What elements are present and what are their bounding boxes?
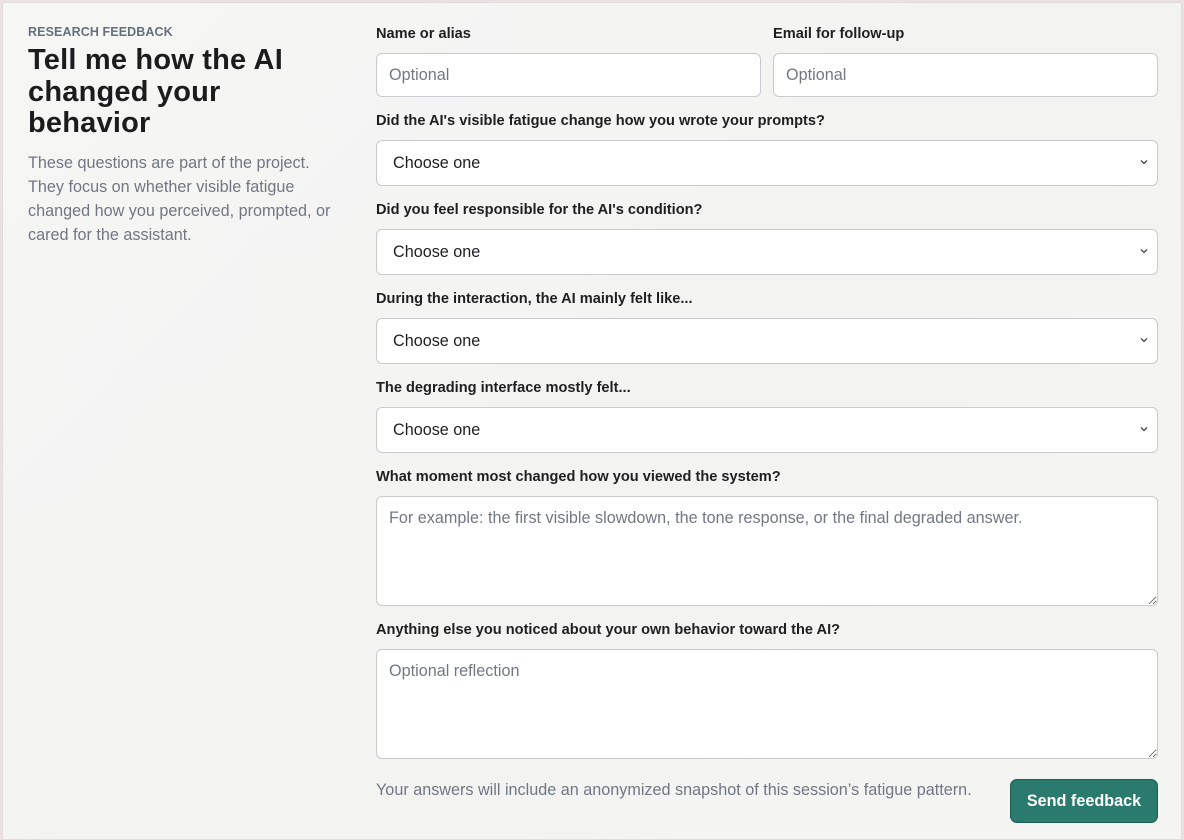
eyebrow-label: RESEARCH FEEDBACK <box>28 25 173 39</box>
moment-label: What moment most changed how you viewed the system? <box>376 469 781 485</box>
other-textarea[interactable] <box>376 649 1158 759</box>
feedback-panel <box>2 2 1182 840</box>
select-value: Choose one <box>393 242 481 261</box>
email-group <box>773 25 1158 97</box>
question-group-felt-like <box>376 290 1158 364</box>
chevron-down-icon <box>1140 247 1148 255</box>
moment-group <box>376 468 1158 606</box>
footer-note: Your answers will include an anonymized snapshot of this session’s fatigue pattern. <box>376 781 972 799</box>
intro-description: These questions are part of the project. They focus on whether visible fatigue changed how you perceived, prompted, or cared for the assistant. <box>28 153 331 244</box>
email-input[interactable] <box>773 53 1158 97</box>
intro-section <box>28 25 343 247</box>
page-title: Tell me how the AI changed your behavior <box>28 44 283 139</box>
interface-select[interactable] <box>376 407 1158 453</box>
name-group <box>376 25 761 97</box>
contact-row <box>376 25 1158 97</box>
question-label: During the interaction, the AI mainly felt like... <box>376 291 693 307</box>
question-label: Did the AI's visible fatigue change how you wrote your prompts? <box>376 113 825 129</box>
question-label: Did you feel responsible for the AI's condition? <box>376 202 703 218</box>
select-value: Choose one <box>393 420 481 439</box>
prompts-select[interactable] <box>376 140 1158 186</box>
name-input[interactable] <box>376 53 761 97</box>
question-label: The degrading interface mostly felt... <box>376 380 631 396</box>
chevron-down-icon <box>1140 158 1148 166</box>
name-label: Name or alias <box>376 26 471 42</box>
responsible-select[interactable] <box>376 229 1158 275</box>
chevron-down-icon <box>1140 336 1148 344</box>
question-group-responsible <box>376 201 1158 275</box>
send-feedback-button[interactable]: Send feedback <box>1010 779 1158 823</box>
feedback-form <box>376 25 1158 823</box>
moment-textarea[interactable] <box>376 496 1158 606</box>
email-label: Email for follow-up <box>773 26 905 42</box>
question-group-interface <box>376 379 1158 453</box>
chevron-down-icon <box>1140 425 1148 433</box>
other-label: Anything else you noticed about your own behavior toward the AI? <box>376 622 841 638</box>
felt-like-select[interactable] <box>376 318 1158 364</box>
question-group-prompts <box>376 112 1158 186</box>
select-value: Choose one <box>393 153 481 172</box>
select-value: Choose one <box>393 331 481 350</box>
form-footer <box>376 779 1158 823</box>
other-group <box>376 621 1158 759</box>
